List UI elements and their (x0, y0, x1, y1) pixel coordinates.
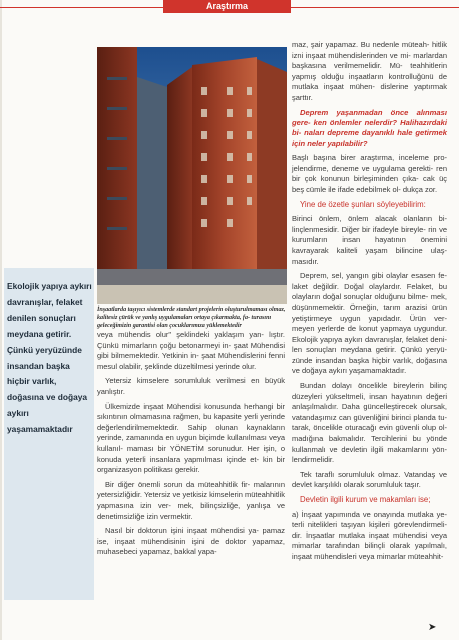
subheading: Devletin ilgili kurum ve makamları ise; (300, 495, 431, 504)
subheading: Yine de özetle şunları söyleyebilirim: (300, 199, 426, 209)
photo-caption: İnşaatlarda taşıyıcı sistemlerde standart projelerin oluşturulmaması olmaz, kalitesiz çürük ve yanlış uygulamaları ortaya çıkarmakta, fa- turasını geleceğimizin garantisi olan çocuklarımıza yüklemektedir (97, 307, 286, 329)
arrow-right-icon: ➤ (428, 622, 437, 633)
right-column (292, 40, 447, 567)
building-photo (97, 47, 287, 304)
paragraph: veya mühendis olur" şeklindeki yaklaşım yan- lıştır. Çünkü mimarların çoğu betonarmeyi in- şaat Mühendisi gibi bilmemektedir. Yetkinin in- şaat Mühendislerini fenni mesul olabilir, şeklinde düzeltilmesi yerinde olur. (97, 330, 285, 371)
paragraph: Birinci önlem, önlem alacak olanların bi- linçlenmesidir. Diğer bir ifadeyle bireyle- rin ve kurumların insan hayatının önemini kavrayarak kaliteli yaşam bilincine ulaş- masıdır. (292, 214, 447, 266)
paragraph: Bir diğer önemli sorun da müteahhitlik fir- malarının yetersizliğidir. Yetersiz ve yetkisiz kimselerin müteahhitlik yapmasına izin ver- mek, bilinçsizliğe, yanlışa ve denetimsizliğe izin vermektir. (97, 479, 285, 521)
paragraph: Başlı başına birer araştırma, inceleme pro- jelendirme, deneme ve uygulama gerekti- ren bir çok konunun birleşiminden çıka- cak üç beş cümle ile ifade edebilmek ol- dukça zor. (292, 153, 447, 194)
page-edge (0, 0, 2, 640)
section-title: Araştırma (163, 0, 291, 13)
paragraph: Ülkemizde inşaat Mühendisi konusunda herhangi bir sıkıntının olmamasına rağmen, bu kapasite yerli yerinde değerlendirilmemektedir. Sahip olunan kaynakların yerinde, zamanında en uygun biçimde kullanılması veya kullanıl- maması bir YÖNETİM sorunudur. Her işin, o konuda yeterli insanlara yapmılması içinde et- kin bir organizasyon politikası gerekir. (97, 401, 285, 475)
paragraph: Nasıl bir doktorun işini inşaat mühendisi ya- pamaz ise, inşaat mühendisinin işini de doktor yapamaz, muhasebeci yapamaz, bakkal yapa- (97, 526, 285, 557)
pull-quote: Ekolojik yapıya aykırı davranışlar, felaket denilen sonuçları meydana getirir. Çünkü yeryüzünde insandan başka hiçbir varlık, doğasına ve doğaya aykırı yaşamamaktadır (7, 281, 92, 435)
paragraph: Deprem, sel, yangın gibi olaylar esasen fe- laket değildir. Doğal olaylardır. Felaket, bu olayların doğal sonuçlar olduğunu bilme- mek, düşünmemektir. Örneğin, tarım arazisi ürün yetiştirmeye uygun yapıdadır. Ürün ver- meyen yerlerde de konut yapmaya uygundur. Ekolojik yapıya aykırı davranışlar, felaket deni- len sonuçları meydana getirir. Çünkü yeryü- zünde insandan başka hiçbir varlık, doğasına ve doğaya aykırı yaşamamaktadır. (292, 271, 447, 376)
paragraph: maz, şair yapamaz. Bu nedenle müteah- hitlik izni inşaat mühendislerinden ve mi- marlardan başkasına verilmemelidir. Mü- teahhitlerin yapmış olduğu inşaatların kontrolluğünü de mutlaka inşaat mühen- dislerine yaptırmak şarttır. (292, 40, 447, 102)
left-column (97, 330, 285, 562)
paragraph: Yetersiz kimselere sorumluluk verilmesi en büyük yanlıştır. (97, 376, 285, 396)
paragraph: a) İnşaat yapımında ve onayında mutlaka ye- terli nitelikleri taşıyan kişileri görevlendirmeli- dir. İnşaatlar mutlaka inşaat mühendisi veya mimarlar tarafından bilinçli olarak yapılmalı, inşaat mühendisleri veya mimarlar müteahhit- (292, 509, 447, 561)
paragraph: Tek taraflı sorumluluk olmaz. Vatandaş ve devlet karşılıklı olarak sorumluluk taşır. (292, 469, 447, 490)
paragraph: Bundan dolayı öncelikle bireylerin bilinç düzeyleri yükseltmeli, insan hayatının değeri anlaşılmalıdır. Daha güncelleştirecek olursak, vatandaşımız can güvenliğini birinci planda tu- tarak, öncelikle oturacağı evin güvenli olup ol- madığına bakmalıdır. Tercihlerini bu yönde kullanmalı ve devletin ilgili makamlarını yön- lendirmelidir. (292, 381, 447, 465)
interview-question: Deprem yaşanmadan önce alınması gere- ken önlemler nelerdir? Halihazırdaki bi- naları depreme dayanıklı hale getirmek için neler yapılabilir? (292, 107, 447, 148)
